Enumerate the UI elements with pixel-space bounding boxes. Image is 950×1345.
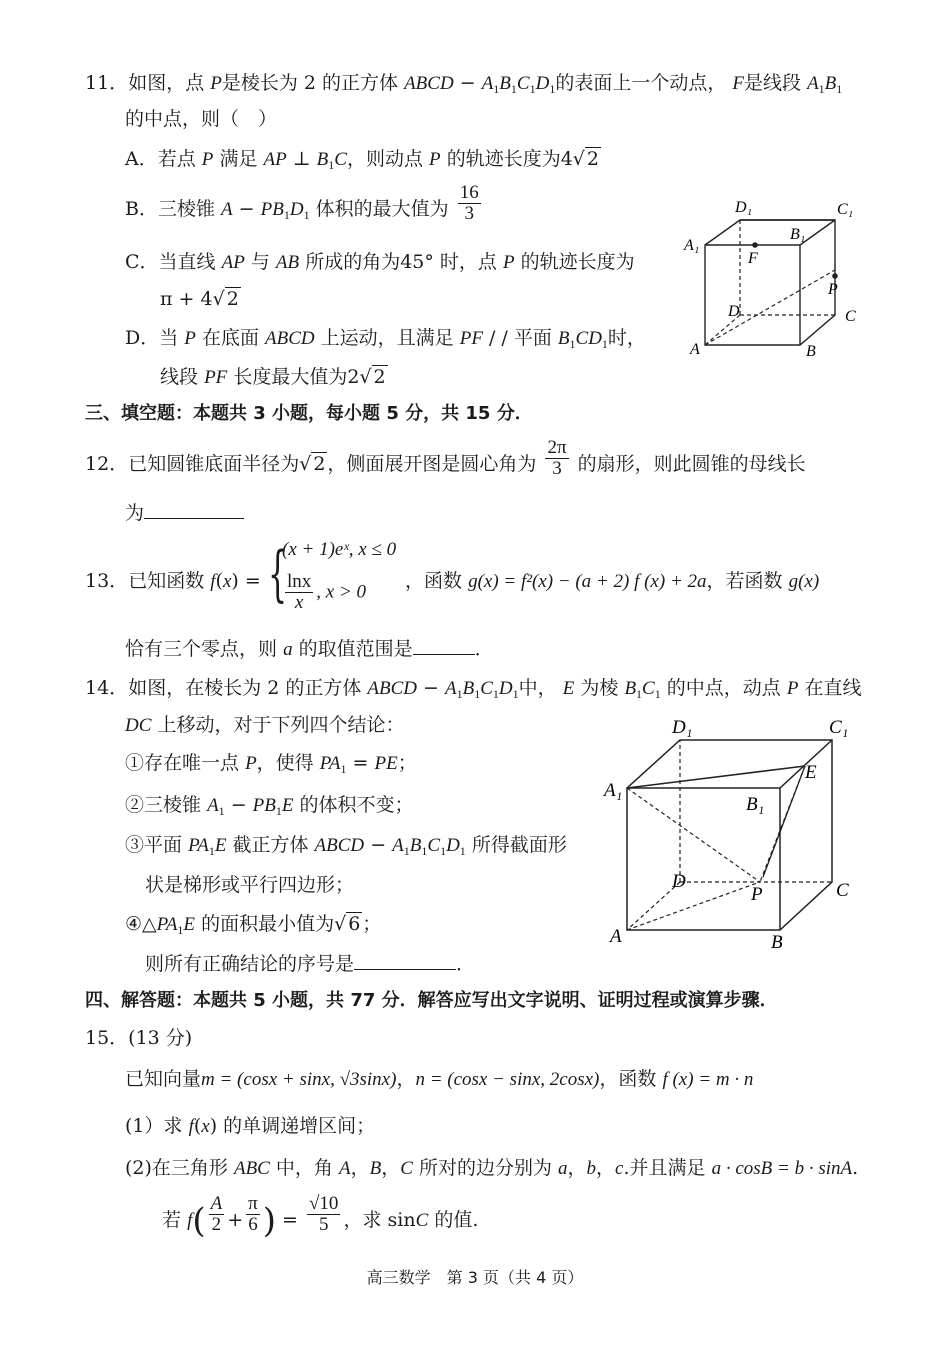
q14-line-ap — [627, 882, 760, 930]
q13-line2: 恰有三个零点，则 a 的取值范围是 ． — [125, 638, 494, 660]
q11-option-d: D．当 P 在底面 ABCD 上运动，且满足 PF / / 平面 $B_1CD_1$时， — [125, 327, 646, 351]
q15-part2-line2: 若 f( $\frac{A}{2}$ + $\frac{\pi}{6}$ ) = $\frac{√10}{5}$ ，求 sinC 的值. — [162, 1192, 479, 1241]
q13-answer-blank[interactable] — [413, 654, 475, 655]
q14-label: C — [836, 880, 849, 901]
q14-conclusion-1: ①存在唯一点 P，使得 $PA_1$ = PE； — [125, 752, 417, 776]
q11-option-d-line2: 线段 PF 长度最大值为2√ 2 — [160, 366, 386, 388]
page-footer: 高三数学 第 3 页（共 4 页） — [366, 1268, 584, 1287]
q11-label: B — [806, 343, 816, 360]
q14-conclusion-2: ②三棱锥 $A_1 - PB_1E$ 的体积不变； — [125, 794, 414, 818]
section-3-heading: 三、填空题：本题共 3 小题，每小题 5 分，共 15 分． — [85, 403, 533, 424]
q15-number: 15．(13 分) — [85, 1027, 193, 1049]
q14-conclusion-4: $④\triangle PA_1E$ 的面积最小值为√ 6 ； — [125, 913, 382, 937]
q11-label: A — [690, 341, 700, 358]
q14-stem-line2: DC 上移动，对于下列四个结论： — [125, 714, 405, 736]
q11-option-a: A．若点 P 满足 AP ⊥ $B_1C$，则动点 P 的轨迹长度为4√ 2 — [125, 148, 599, 172]
q11-label: C₁ — [837, 201, 854, 218]
q11-label: A₁ — [684, 237, 700, 254]
q14-label: A — [610, 926, 622, 947]
q11-line-ap — [705, 270, 835, 345]
q15-part2: (2)在三角形 ABC 中，角 A，B，C 所对的边分别为 a，b，c.并且满足 a · cosB = b · sinA. — [125, 1157, 859, 1179]
q12-line1: 12．已知圆锥底面半径为√ 2 ，侧面展开图是圆心角为 $\frac{2\pi}{3}$ 的扇形，则此圆锥的母线长 — [85, 436, 806, 479]
q13-line1: 13．已知函数 f(x) = — [85, 570, 261, 592]
q14-label: B₁ — [746, 794, 765, 815]
q14-stem-line1: 14．如图，在棱长为 2 的正方体 ABCD − $A_1B_1C_1D_1$中， E 为棱 $B_1C_1$ 的中点，动点 P 在直线 — [85, 677, 862, 701]
q14-label: E — [805, 762, 817, 783]
q11-point-f — [752, 242, 758, 248]
q11-label: C — [845, 308, 856, 325]
q14-label: D₁ — [672, 717, 693, 738]
q11-label: F — [748, 250, 758, 267]
q11-option-b: B．三棱锥 $A - PB_1D_1$ 体积的最大值为 $\frac{16}{3}$ — [125, 181, 479, 224]
q14-line-e-solid — [763, 766, 805, 877]
q13-line1-rest: ，函数 g(x) = f²(x) − (a + 2) f (x) + 2a，若函数 g(x) — [405, 570, 820, 592]
q13-piece2: $\frac{\ln x}{x}$ , x > 0 — [287, 571, 367, 613]
q14-label: D — [672, 871, 686, 892]
q11-stem-line2: 的中点，则（ ） — [125, 108, 278, 130]
q12-answer-blank[interactable] — [144, 518, 244, 519]
q14-cube-figure — [600, 712, 870, 952]
q11-point-p — [832, 273, 838, 279]
q11-stem-line1: 11．如图，点 P是棱长为 2 的正方体 ABCD − $A_1B_1C_1D_1$的表面上一个动点， F是线段 $A_1B_1$ — [85, 72, 843, 96]
q12-line2: 为 — [125, 500, 244, 526]
q11-label: D₁ — [735, 199, 753, 216]
q14-line-a1p — [627, 788, 760, 882]
q11-option-c-line2: π + 4√ 2 — [160, 288, 239, 310]
q14-answer-blank[interactable] — [354, 969, 456, 970]
q11-cube-figure — [680, 190, 870, 365]
q15-line1: 已知向量m = (cosx + sinx, √3sinx)，n = (cosx − sinx, 2cosx)，函数 f (x) = m · n — [125, 1068, 754, 1090]
q11-label: P — [828, 281, 838, 298]
q14-label: A₁ — [604, 780, 623, 801]
q14-line-a1e — [627, 766, 805, 788]
section-4-heading: 四、解答题：本题共 5 小题，共 77 分．解答应写出文字说明、证明过程或演算步骤． — [85, 990, 778, 1011]
q13-piece1: (x + 1)eˣ, x ≤ 0 — [282, 539, 397, 560]
q11-option-c: C．当直线 AP 与 AB 所成的角为45° 时，点 P 的轨迹长度为 — [125, 251, 635, 273]
q11-label: D — [728, 303, 740, 320]
q14-label: B — [771, 932, 783, 952]
q15-part1: (1）求 f(x) 的单调递增区间； — [125, 1115, 376, 1137]
q14-label: P — [751, 884, 763, 905]
q11-label: B₁ — [790, 226, 806, 243]
q11-cube-edges — [705, 220, 835, 345]
q14-ask: 则所有正确结论的序号是 ． — [145, 953, 476, 975]
q13-brace: { — [268, 539, 288, 609]
q14-label: C₁ — [829, 717, 849, 738]
q14-conclusion-3-line2: 状是梯形或平行四边形； — [145, 874, 355, 896]
q14-conclusion-3: ③平面 $PA_1E$ 截正方体 ABCD − $A_1B_1C_1D_1$ 所得截面形 — [125, 834, 567, 858]
